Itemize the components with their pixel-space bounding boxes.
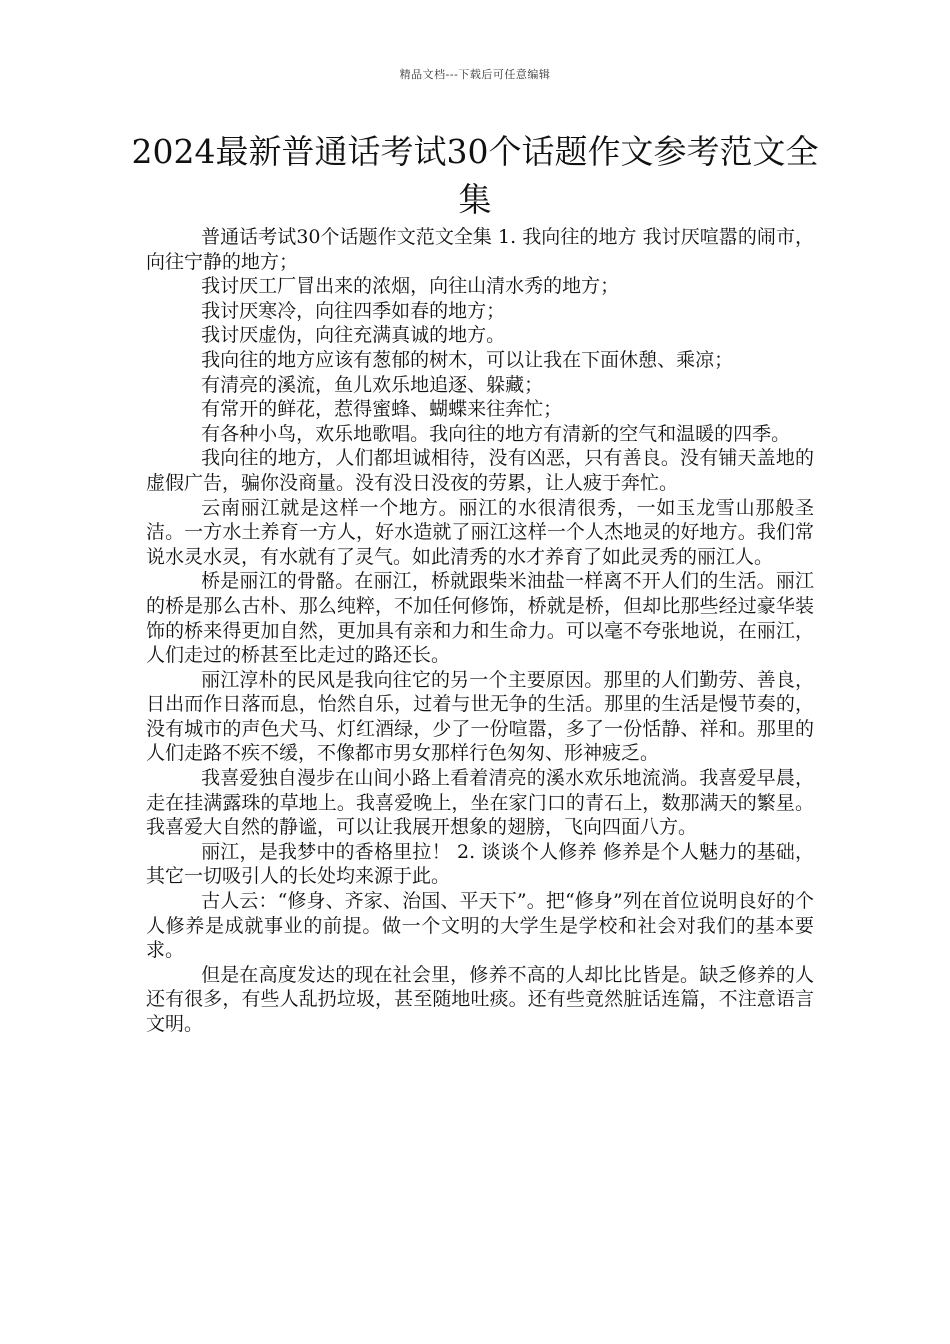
body-paragraph: 云南丽江就是这样一个地方。丽江的水很清很秀，一如玉龙雪山那般圣洁。一方水土养育一方人，好水造就了丽江这样一个人杰地灵的好地方。我们常说水灵水灵，有水就有了灵气。如此清秀的水才养育了如此灵秀的丽江人。: [146, 496, 814, 568]
body-paragraph: 古人云：“修身、齐家、治国、平天下”。把“修身”列在首位说明良好的个人修养是成就事业的前提。做一个文明的大学生是学校和社会对我们的基本要求。: [146, 890, 814, 962]
document-body: [146, 225, 814, 1037]
document-title: 2024最新普通话考试30个话题作文参考范文全集: [131, 132, 819, 219]
body-paragraph: 有清亮的溪流，鱼儿欢乐地追逐、躲藏；: [201, 373, 544, 396]
body-paragraph: 桥是丽江的骨骼。在丽江，桥就跟柴米油盐一样离不开人们的生活。丽江的桥是那么古朴、那么纯粹，不加任何修饰，桥就是桥，但却比那些经过豪华装饰的桥来得更加自然，更加具有亲和力和生命力。可以毫不夸张地说，在丽江，人们走过的桥甚至比走过的路还长。: [146, 570, 814, 667]
body-paragraph: 我讨厌寒冷，向往四季如春的地方；: [201, 299, 506, 322]
body-paragraph: 我讨厌虚伪，向往充满真诚的地方。: [201, 324, 506, 347]
body-paragraph: 丽江淳朴的民风是我向往它的另一个主要原因。那里的人们勤劳、善良，日出而作日落而息，怡然自乐，过着与世无争的生活。那里的生活是慢节奏的，没有城市的声色犬马、灯红酒绿，少了一份喧嚣，多了一份恬静、祥和。那里的人们走路不疾不缓，不像都市男女那样行色匆匆、形神疲乏。: [146, 668, 814, 765]
header-note: 精品文档---下载后可任意编辑: [399, 68, 551, 81]
body-paragraph: 我向往的地方，人们都坦诚相待，没有凶恶，只有善良。没有铺天盖地的虚假广告，骗你没商量。没有没日没夜的劳累，让人疲于奔忙。: [146, 447, 814, 494]
body-paragraph: 我讨厌工厂冒出来的浓烟，向往山清水秀的地方；: [201, 275, 620, 298]
body-paragraph: 我向往的地方应该有葱郁的树木，可以让我在下面休憩、乘凉；: [201, 348, 734, 371]
body-paragraph: 但是在高度发达的现在社会里，修养不高的人却比比皆是。缺乏修养的人还有很多，有些人乱扔垃圾，甚至随地吐痰。还有些竟然脏话连篇，不注意语言文明。: [146, 963, 814, 1035]
body-paragraph: 有常开的鲜花，惹得蜜蜂、蝴蝶来往奔忙；: [201, 398, 563, 421]
body-paragraph: 我喜爱独自漫步在山间小路上看着清亮的溪水欢乐地流淌。我喜爱早晨，走在挂满露珠的草地上。我喜爱晚上，坐在家门口的青石上，数那满天的繁星。我喜爱大自然的静谧，可以让我展开想象的翅膀，飞向四面八方。: [146, 767, 814, 839]
body-paragraph: 丽江，是我梦中的香格里拉！ 2. 谈谈个人修养 修养是个人魅力的基础，其它一切吸引人的长处均来源于此。: [146, 840, 814, 888]
body-paragraph: 普通话考试30个话题作文范文全集 1. 我向往的地方 我讨厌喧嚣的闹市，向往宁静的地方；: [146, 226, 814, 273]
body-paragraph: 有各种小鸟，欢乐地歌唱。我向往的地方有清新的空气和温暖的四季。: [201, 422, 791, 445]
